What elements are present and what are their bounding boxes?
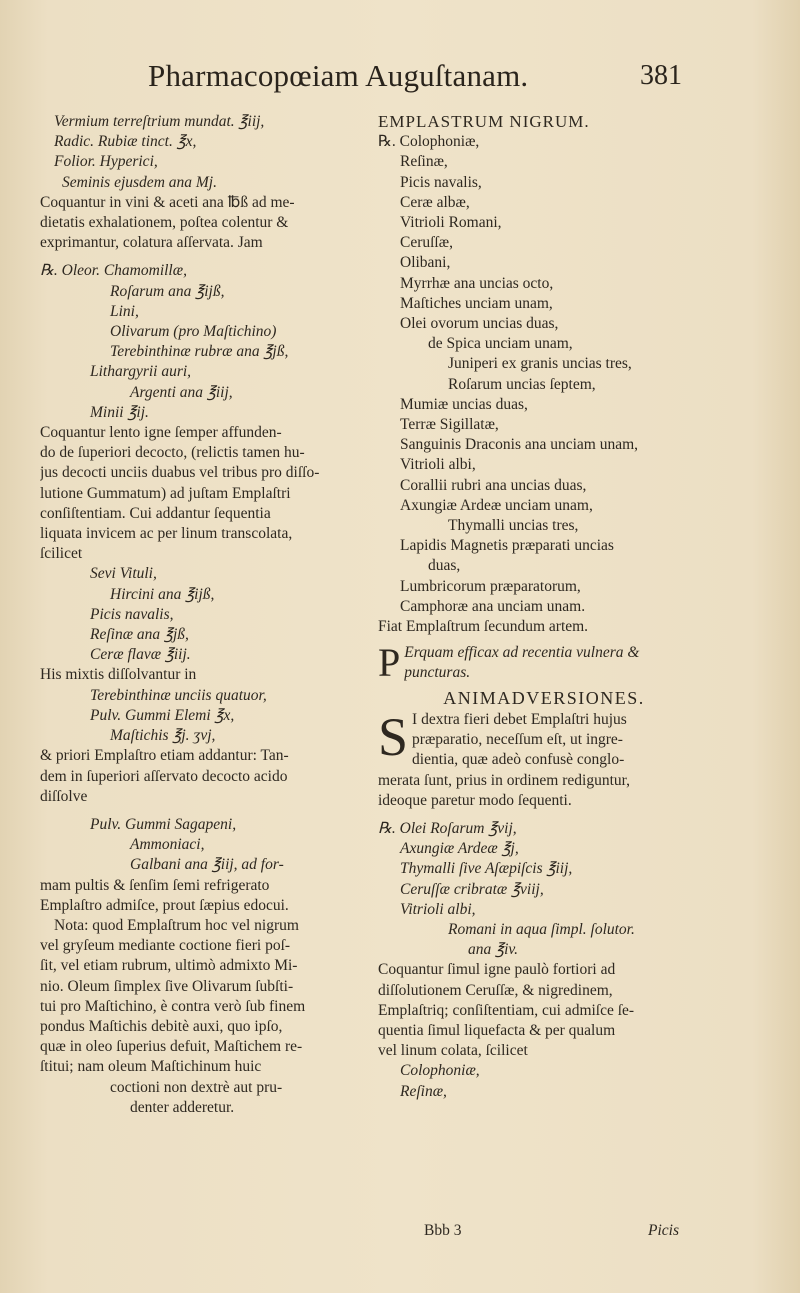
animadversiones-heading: ANIMADVERSIONES. [443,687,645,708]
text-line: Argenti ana ℥iij, [130,383,233,401]
text-line: Ceruſſæ cribratæ ℥viij, [400,880,544,898]
text-line: ſtitui; nam oleum Maſtichinum huic [40,1058,262,1076]
text-line: nio. Oleum ſimplex ſive Olivarum ſubſti- [40,977,294,995]
text-line: Coquantur in vini & aceti ana ℔ß ad me- [40,193,295,211]
text-line: Emplaſtriq; conſiſtentiam, cui admiſce ſe- [378,1001,635,1019]
text-line: liquata invicem ac per linum transcolata, [40,525,293,543]
text-line: Camphoræ ana unciam unam. [400,597,586,615]
text-line: Myrrhæ ana uncias octo, [400,274,554,292]
text-line: Lini, [110,302,139,320]
signature-mark: Bbb 3 [424,1222,462,1239]
text-line: Emplaſtro admiſce, prout ſæpius edocui. [40,896,289,914]
section-title: EMPLASTRUM NIGRUM. [378,112,590,131]
text-line: & priori Emplaſtro etiam addantur: Tan- [40,747,289,765]
text-line: dem in ſuperiori aſſervato decocto acido [40,767,288,785]
text-line: merata ſunt, prius in ordinem rediguntur, [378,771,631,789]
text-line: Corallii rubri ana uncias duas, [400,476,587,494]
text-line: Picis navalis, [90,605,174,623]
left-column [40,112,358,1118]
anim-dropcap: S [378,706,409,767]
text-line: pondus Maſtichis debitè auxi, quo ipſo, [40,1017,283,1035]
text-line: Ammoniaci, [130,836,205,854]
text-line: Olibani, [400,254,451,272]
text-line: Maſtiches unciam unam, [400,294,553,312]
text-line: tui pro Maſtichino, è contra verò ſub finem [40,997,306,1015]
text-line: Thymalli uncias tres, [448,517,579,535]
text-line: Lapidis Magnetis præparati uncias [400,537,614,555]
text-line: Folior. Hyperici, [54,153,158,171]
text-line: Maſtichis ℥j. ʒvj, [110,727,216,745]
text-line: Olivarum (pro Maſtichino) [110,323,277,341]
running-header [0,58,800,106]
text-line: Vermium terreſtrium mundat. ℥iij, [54,113,265,130]
text-line: Ceruſſæ, [400,234,453,252]
text-line: vel linum colata, ſcilicet [378,1042,528,1060]
note-dropcap: P [378,640,401,686]
text-line: ſit, vel etiam rubrum, ultimò admixto Mi- [40,957,298,975]
spacer [40,807,358,815]
text-line: Reſinæ ana ℥jß, [90,626,189,644]
text-line: Reſinæ, [400,153,448,171]
text-line: His mixtis diſſolvantur in [40,666,197,684]
text-line: Vitrioli albi, [400,456,476,474]
text-line: dientia, quæ adeò confusè conglo- [412,751,625,769]
recipe-ingredients [378,132,710,637]
text-line: Coquantur ſimul igne paulò fortiori ad [378,961,616,979]
text-line: Terebinthinæ unciis quatuor, [90,686,267,704]
text-line: Roſarum ana ℥ijß, [110,282,225,300]
text-line: præparatio, neceſſum eſt, ut ingre- [412,731,623,749]
text-line: Terræ Sigillatæ, [400,416,499,434]
note-line: Erquam efficax ad recentia vulnera & [404,644,640,662]
text-line: diſſolve [40,787,88,805]
text-line: Roſarum uncias ſeptem, [448,375,596,393]
text-line: quæ in oleo ſuperius defuit, Maſtichem re- [40,1038,303,1056]
text-line: Hircini ana ℥ijß, [110,585,215,603]
text-line: Radic. Rubiæ tinct. ℥x, [54,133,197,151]
text-line: jus decocti unciis duabus vel tribus pro diſſo- [40,464,320,482]
text-line: Olei ovorum uncias duas, [400,315,559,333]
text-line: conſiſtentiam. Cui addantur ſequentia [40,504,271,522]
text-line: mam pultis & ſenſim ſemi refrigerato [40,876,270,894]
text-line: Nota: quod Emplaſtrum hoc vel nigrum [54,916,299,934]
text-line: ſcilicet [40,545,83,563]
text-line: Colophoniæ, [400,1062,480,1080]
text-line: diſſolutionem Ceruſſæ, & nigredinem, [378,981,613,999]
text-line: Pulv. Gummi Elemi ℥x, [90,706,235,724]
page-footer [0,1222,800,1246]
text-line: Minii ℥ij. [90,403,149,421]
text-line: Vitrioli Romani, [400,214,502,232]
text-line: Lithargyrii auri, [90,363,192,381]
text-line: Reſinæ, [400,1082,447,1100]
text-line: Romani in aqua ſimpl. ſolutor. [448,920,635,938]
text-line: do de ſuperiori decocto, (relictis tamen hu- [40,444,305,462]
text-line: Pulv. Gummi Sagapeni, [90,815,237,833]
text-line: Fiat Emplaſtrum ſecundum artem. [378,618,589,636]
text-line: Ceræ flavæ ℥iij. [90,646,191,664]
text-line: quentia ſimul liquefacta & per qualum [378,1021,616,1039]
text-line: de Spica unciam unam, [428,335,573,353]
text-line: I dextra fieri debet Emplaſtri hujus [412,710,627,728]
text-line: Galbani ana ℥iij, ad for- [130,856,284,874]
text-line: Picis navalis, [400,173,482,191]
text-line: Ceræ albæ, [400,193,470,211]
spacer [40,253,358,261]
text-line: Thymalli ſive Aſæpiſcis ℥iij, [400,860,573,878]
text-line: ideoque paretur modo ſequenti. [378,791,572,809]
text-line: dietatis exhalationem, poſtea colentur & [40,214,289,232]
text-line: Juniperi ex granis uncias tres, [448,355,632,373]
text-line: Axungiæ Ardeæ ℥j, [400,840,519,858]
text-line: ana ℥iv. [468,941,518,959]
text-line: ℞. Olei Roſarum ℥vij, [378,819,517,837]
catchword: Picis [648,1222,679,1239]
note-line: puncturas. [404,664,471,682]
text-line: Mumiæ uncias duas, [400,395,528,413]
efficacy-note [378,640,710,686]
text-line: lutione Gummatum) ad juſtam Emplaſtri [40,484,291,502]
text-line: Seminis ejusdem ana Mj. [62,173,217,191]
text-line: ℞. Oleor. Chamomillæ, [40,262,187,280]
text-line: coctioni non dextrè aut pru- [110,1078,283,1096]
animadversiones-paragraph [378,706,710,811]
text-line: exprimantur, colatura aſſervata. Jam [40,234,263,252]
running-title: Pharmacopœiam Auguſtanam. [148,58,529,93]
text-line: ℞. Colophoniæ, [378,133,480,151]
text-line: Sevi Vituli, [90,565,157,583]
text-line: Lumbricorum præparatorum, [400,577,581,595]
text-line: Coquantur lento igne ſemper affunden- [40,424,282,442]
right-column [378,112,710,1102]
text-line: denter adderetur. [130,1098,235,1116]
second-recipe [378,819,710,1102]
text-line: Vitrioli albi, [400,900,476,918]
text-line: Terebinthinæ rubræ ana ℥jß, [110,343,289,361]
text-line: Sanguinis Draconis ana unciam unam, [400,436,639,454]
text-line: duas, [428,557,461,575]
page-number: 381 [640,60,682,91]
text-line: Axungiæ Ardeæ unciam unam, [400,496,593,514]
text-line: vel gryſeum mediante coctione fieri poſ- [40,937,291,955]
